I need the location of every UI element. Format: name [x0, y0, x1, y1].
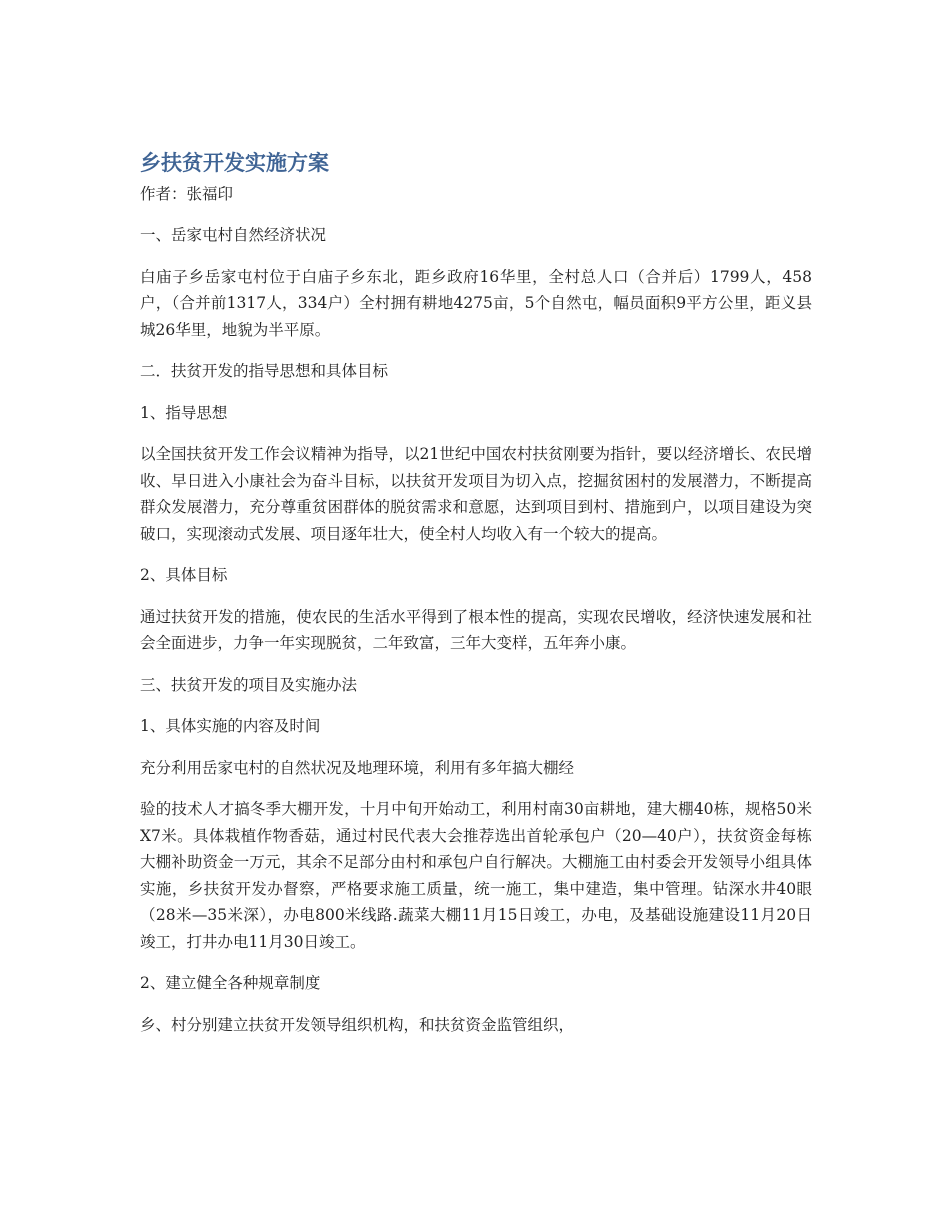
- paragraph-guiding-ideas: 以全国扶贫开发工作会议精神为指导，以21世纪中国农村扶贫刚要为指针，要以经济增长、农民增收、早日进入小康社会为奋斗目标，以扶贫开发项目为切入点，挖掘贫困村的发展潜力，不断提高群众发展潜力，充分尊重贫困群体的脱贫需求和意愿，达到项目到村、措施到户，以项目建设为突破口，实现滚动式发展、项目逐年壮大，使全村人均收入有一个较大的提高。: [140, 445, 812, 543]
- paragraph-village-overview: 白庙子乡岳家屯村位于白庙子乡东北，距乡政府16华里，全村总人口（合并后）1799人，458户，（合并前1317人，334户）全村拥有耕地4275亩，5个自然屯，幅员面积9平方公里，距义县城26华里，地貌为半平原。: [140, 267, 812, 339]
- subheading-implementation: 1、具体实施的内容及时间: [140, 717, 321, 735]
- document-page: [140, 146, 812, 1053]
- subheading-guiding-ideas: 1、指导思想: [140, 403, 228, 422]
- paragraph-specific-goals: 通过扶贫开发的措施，使农民的生活水平得到了根本性的提高，实现农民增收，经济快速发展和社会全面进步，力争一年实现脱贫，二年致富，三年大变样，五年奔小康。: [140, 607, 812, 652]
- section-heading-3: 三、扶贫开发的项目及实施办法: [140, 675, 358, 694]
- subheading-regulations: 2、建立健全各种规章制度: [140, 974, 321, 992]
- subheading-specific-goals: 2、具体目标: [140, 566, 228, 584]
- document-author: 作者：张福印: [140, 185, 234, 203]
- paragraph-implementation-intro: 充分利用岳家屯村的自然状况及地理环境，利用有多年搞大棚经: [140, 758, 575, 777]
- section-heading-2: 二．扶贫开发的指导思想和具体目标: [140, 362, 389, 380]
- section-heading-1: 一、岳家屯村自然经济状况: [140, 226, 327, 244]
- document-title: 乡扶贫开发实施方案: [140, 151, 329, 175]
- paragraph-regulations: 乡、村分别建立扶贫开发领导组织机构，和扶贫资金监管组织，: [140, 1015, 575, 1034]
- paragraph-implementation-details: 验的技术人才搞冬季大棚开发，十月中旬开始动工，利用村南30亩耕地，建大棚40栋，规格50米X7米。具体栽植作物香菇，通过村民代表大会推荐选出首轮承包户（20—40户），扶贫资金每栋大棚补助资金一万元，其余不足部分由村和承包户自行解决。大棚施工由村委会开发领导小组具体实施，乡扶贫开发办督察，严格要求施工质量，统一施工，集中建造，集中管理。钻深水井40眼（28米—35米深），办电800米线路.蔬菜大棚11月15日竣工，办电，及基础设施建设11月20日竣工，打井办电11月30日竣工。: [140, 800, 812, 951]
